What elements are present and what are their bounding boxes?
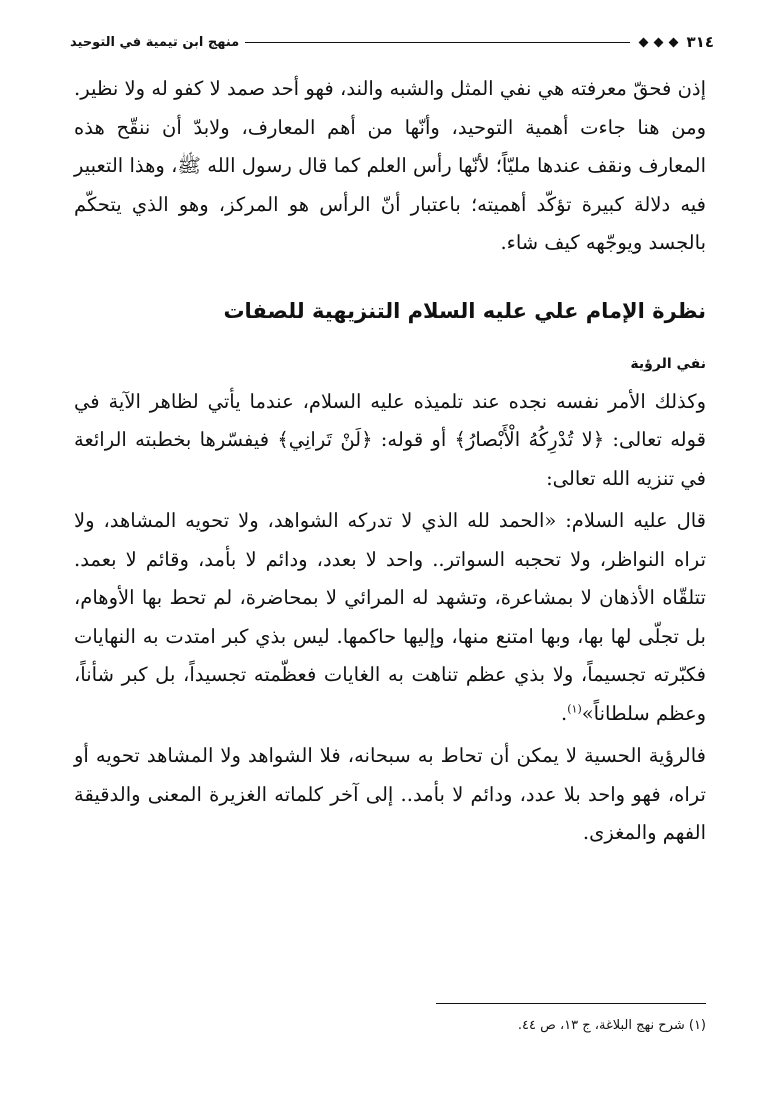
book-title: منهج ابن تيمية في التوحيد: [70, 34, 240, 50]
paragraph-1: إذن فحقّ معرفته هي نفي المثل والشبه والند، فهو أحد صمد لا كفو له ولا نظير. ومن هنا جاءت أهمية التوحيد، وأنّها من أهم المعارف، ولابدّ أن ننقّح هذه المعارف ونقف عندها مليّاً؛ لأنّها رأس العلم كما قال رسول الله ﷺ، وهذا التعبير فيه دلالة كبيرة تؤكّد أهميته؛ باعتبار أنّ الرأس هو المركز، وهو الذي يتحكّم بالجسد ويوجّهه كيف شاء.: [74, 77, 706, 254]
quote-text: قال عليه السلام: «الحمد لله الذي لا تدركه الشواهد، ولا تحويه المشاهد، ولا تراه النواظر، ولا تحجبه السواتر.. واحد لا بعدد، ودائم لا بأمد، وقائم لا بعمد. تتلقّاه الأذهان لا بمشاعرة، وتشهد له المرائي لا بمحاضرة، لم تحط بها الأوهام، بل تجلّى لها بها، وبها امتنع منها، وإليها حاكمها. ليس بذي كبر امتدت به النهايات فكبّرته تجسيماً، ولا بذي عظم تناهت به الغايات فعظّمته تجسيداً، بل كبر شأناً، وعظم سلطاناً»: [74, 509, 706, 725]
footnote: (١) شرح نهج البلاغة، ج ١٣، ص ٤٤.: [517, 1018, 706, 1033]
page-body: [74, 70, 706, 853]
paragraph-2: وكذلك الأمر نفسه نجده عند تلميذه عليه السلام، عندما يأتي لظاهر الآية في قوله تعالى: ﴿لا تُدْرِكُهُ الْأَبْصارُ﴾ أو قوله: ﴿لَنْ تَرانِي﴾ فيفسّرها بخطبته الرائعة في تنزيه الله تعالى:: [74, 389, 706, 490]
running-header: [70, 30, 714, 54]
footnote-divider: [436, 1003, 706, 1004]
section-heading: نظرة الإمام علي عليه السلام التنزيهية للصفات: [223, 298, 706, 323]
subsection-heading: نفي الرؤية: [630, 355, 706, 372]
paragraph-4: فالرؤية الحسية لا يمكن أن تحاط به سبحانه، فلا الشواهد ولا المشاهد تحويه أو تراه، فهو واحد بلا عدد، ودائم لا بأمد.. إلى آخر كلماته الغزيرة المعنى والدقيقة الفهم والمغزى.: [74, 744, 706, 844]
diamond-icon: [638, 37, 648, 47]
quote-end: .: [561, 701, 568, 725]
diamond-icon: [668, 37, 678, 47]
header-ornament: [636, 39, 681, 46]
page-number: ٣١٤: [686, 33, 714, 51]
diamond-icon: [653, 37, 663, 47]
header-rule: [245, 42, 629, 43]
footnote-reference[interactable]: (١): [567, 702, 582, 715]
paragraph-3: [74, 502, 706, 733]
